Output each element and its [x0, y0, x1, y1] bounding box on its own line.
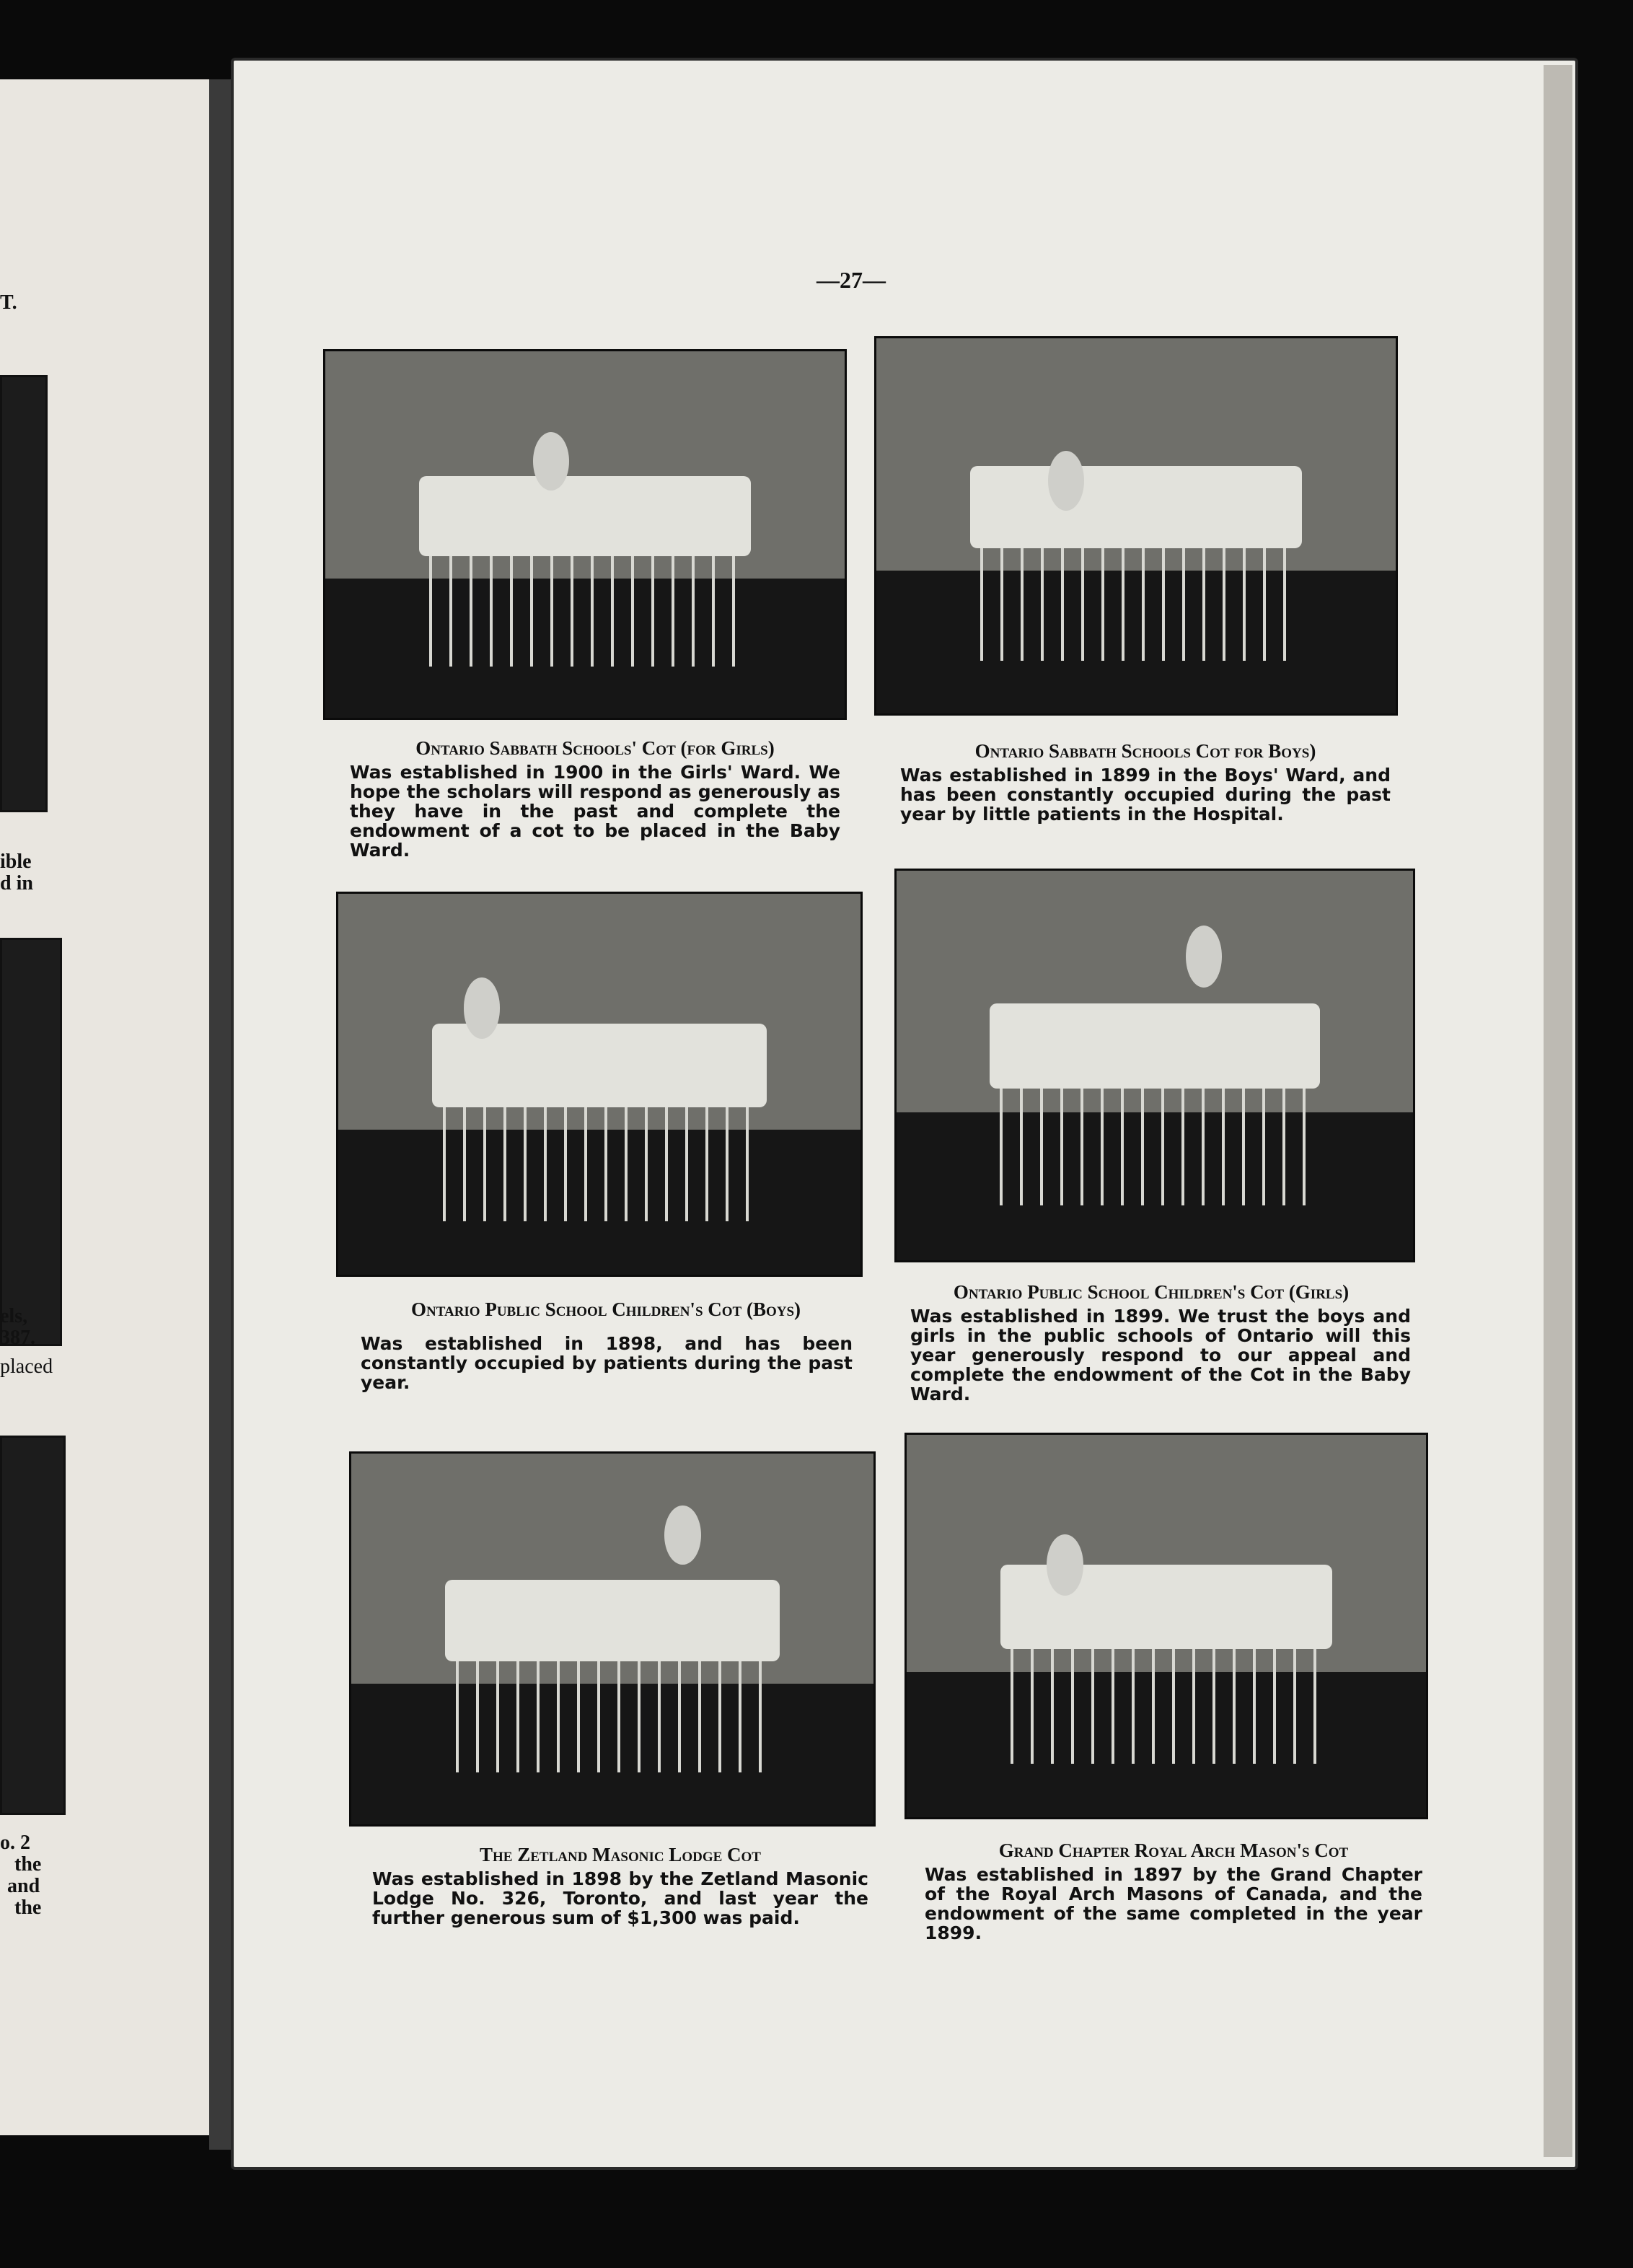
- cot-caption: [900, 740, 1391, 824]
- cot-caption: [339, 1298, 873, 1392]
- page-edge: [1544, 65, 1572, 2157]
- cot-description: Was established in 1900 in the Girls' Ward. We hope the scholars will respond as generously as they have in the past and complete the endowment of a cot to be placed in the Baby Ward.: [350, 762, 840, 861]
- cot-title: Ontario Sabbath Schools' Cot (for Girls): [415, 737, 775, 759]
- left-page-fragment: o. 2: [0, 1832, 30, 1854]
- left-page-fragment: els,: [0, 1305, 28, 1327]
- left-page-fragment: the: [14, 1896, 42, 1919]
- left-page-fragment: and: [7, 1875, 40, 1897]
- cot-caption: [372, 1844, 868, 1928]
- left-page-fragment: placed: [0, 1355, 53, 1378]
- cot-title: Ontario Public School Children's Cot (Girls): [953, 1281, 1350, 1303]
- cot-photo-zetland-masonic: [349, 1451, 876, 1827]
- left-page-photo: [0, 938, 62, 1346]
- cot-photo-public-girls: [894, 869, 1415, 1262]
- cot-caption: [925, 1840, 1422, 1943]
- cot-title: Ontario Public School Children's Cot (Boys): [410, 1298, 801, 1320]
- cot-caption: [350, 737, 840, 860]
- cot-description: Was established in 1899. We trust the boys and girls in the public schools of Ontario will this year generously respond to our appeal and complete the endowment of the Cot in the Baby Ward.: [910, 1306, 1411, 1405]
- left-page-photo: [0, 375, 48, 812]
- cot-description: Was established in 1898 by the Zetland Masonic Lodge No. 326, Toronto, and last year the further generous sum of $1,300 was paid.: [372, 1868, 868, 1928]
- left-page: [0, 79, 221, 2135]
- cot-photo-boys-sabbath: [874, 336, 1398, 716]
- cot-description: Was established in 1897 by the Grand Chapter of the Royal Arch Masons of Canada, and the endowment of the same completed in the year 1899.: [925, 1864, 1422, 1943]
- left-page-fragment: the: [14, 1853, 42, 1876]
- cot-title: The Zetland Masonic Lodge Cot: [480, 1844, 761, 1865]
- cot-photo-public-boys: [336, 892, 863, 1277]
- cot-description: Was established in 1899 in the Boys' Ward, and has been constantly occupied during the past year by little patients in the Hospital.: [900, 765, 1391, 825]
- left-page-fragment: T.: [0, 291, 17, 314]
- cot-photo-royal-arch: [904, 1433, 1428, 1819]
- left-page-photo: [0, 1436, 66, 1815]
- left-page-fragment: d in: [0, 872, 33, 895]
- cot-title: Grand Chapter Royal Arch Mason's Cot: [998, 1840, 1349, 1861]
- page-number: —27—: [816, 267, 886, 293]
- left-page-fragment: ible: [0, 850, 32, 873]
- cot-photo-girls-sabbath: [323, 349, 847, 720]
- cot-description: Was established in 1898, and has been constantly occupied by patients during the past year.: [361, 1333, 853, 1393]
- left-page-fragment: 387.: [0, 1327, 35, 1349]
- cot-caption: [892, 1281, 1411, 1404]
- cot-title: Ontario Sabbath Schools Cot for Boys): [974, 740, 1316, 762]
